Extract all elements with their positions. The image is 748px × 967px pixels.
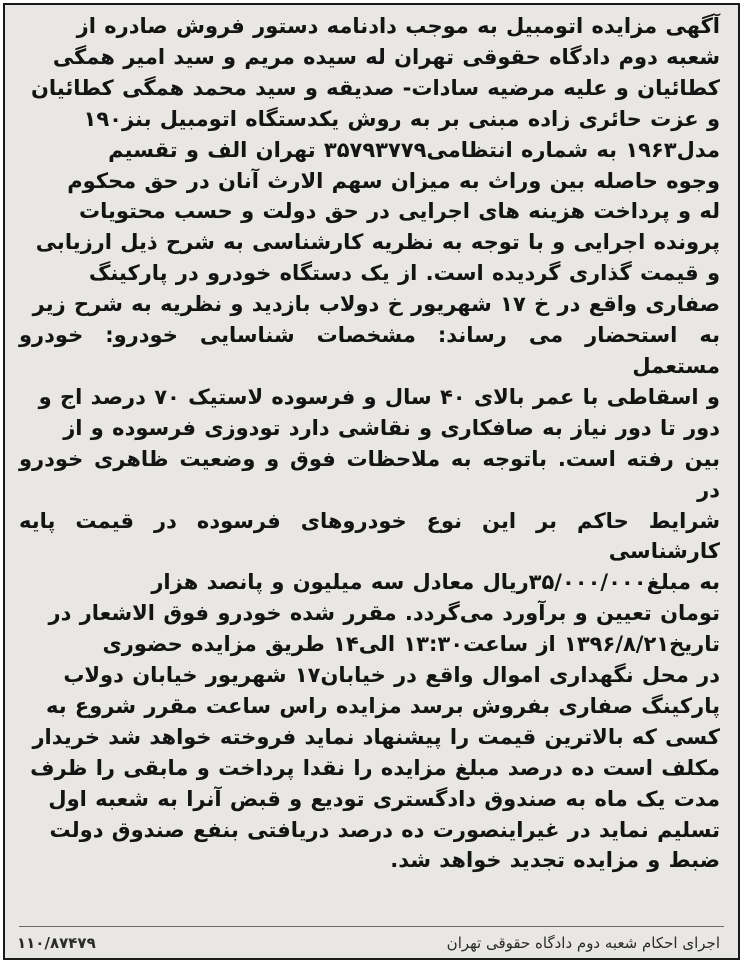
notice-line: تسلیم نماید در غیراینصورت ده درصد دریافتی بنفع صندوق دولت: [49, 817, 720, 842]
notice-line: پارکینگ صفاری بفروش برسد مزایده راس ساعت مقرر شروع به: [45, 693, 720, 718]
issuing-agency: اجرای احکام شعبه دوم دادگاه حقوقی تهران: [446, 934, 720, 952]
notice-line: مدل۱۹۶۳ به شماره انتظامی۳۵۷۹۳۷۷۹ تهران الف و تقسیم: [108, 137, 720, 162]
notice-line: دور تا دور نیاز به صافکاری و نقاشی دارد تودوزی فرسوده و از: [63, 415, 720, 440]
notice-line: تومان تعیین و برآورد می‌گردد. مقرر شده خودرو فوق الاشعار در: [48, 601, 720, 626]
notice-line: به مبلغ۳۵/۰۰۰/۰۰۰ریال معادل سه میلیون و پانصد هزار: [151, 570, 720, 595]
notice-line: کطائیان و علیه مرضیه سادات- صدیقه و سید محمد همگی کطائیان: [30, 75, 720, 100]
notice-line: تاریخ۱۳۹۶/۸/۲۱ از ساعت۱۳:۳۰ الی۱۴ طریق مزایده حضوری: [102, 632, 720, 657]
notice-line: مدت یک ماه به صندوق دادگستری تودیع و قبض آنرا به شعبه اول: [48, 786, 720, 811]
notice-frame: [3, 3, 740, 960]
notice-line: آگهی مزایده اتومبیل به موجب دادنامه دستور فروش صادره از: [76, 14, 720, 38]
notice-line: بین رفته است. باتوجه به ملاحظات فوق و وضعیت ظاهری خودرو در: [19, 446, 720, 502]
footer-divider: [19, 926, 724, 927]
notice-line: ضبط و مزایده تجدید خواهد شد.: [390, 848, 720, 873]
notice-line: و اسقاطی با عمر بالای ۴۰ سال و فرسوده لاستیک ۷۰ درصد اج و: [38, 384, 720, 409]
notice-line: به استحضار می رساند: مشخصات شناسایی خودرو: خودرو مستعمل: [19, 323, 720, 378]
reference-number: ۱۱۰/۸۷۴۷۹: [17, 934, 96, 952]
notice-line: در محل نگهداری اموال واقع در خیابان۱۷ شهریور خیابان دولاب: [63, 663, 720, 688]
notice-line: و عزت حائری زاده مبنی بر به روش یکدستگاه اتومبیل بنز۱۹۰: [83, 106, 720, 131]
notice-line: و قیمت گذاری گردیده است. از یک دستگاه خودرو در پارکینگ: [88, 261, 720, 286]
notice-body: [19, 11, 720, 876]
notice-line: شرایط حاکم بر این نوع خودروهای فرسوده در قیمت پایه کارشناسی: [19, 508, 720, 564]
notice-line: مکلف است ده درصد مبلغ مزایده را نقدا پرداخت و مابقی را ظرف: [30, 755, 720, 780]
notice-line: کسی که بالاترین قیمت را پیشنهاد نماید فروخته خواهد شد خریدار: [32, 724, 720, 749]
notice-line: له و پرداخت هزینه های اجرایی در حق دولت و حسب محتویات: [78, 199, 720, 224]
notice-line: شعبه دوم دادگاه حقوقی تهران له سیده مریم و سید امیر همگی: [52, 44, 720, 69]
notice-footer: [17, 930, 720, 956]
notice-line: صفاری واقع در خ ۱۷ شهریور خ دولاب بازدید و نظریه به شرح زیر: [32, 292, 720, 317]
notice-line: وجوه حاصله بین وراث به میزان سهم الارث آنان در حق محکوم: [67, 168, 720, 193]
notice-line: پرونده اجرایی و با توجه به نظریه کارشناسی به شرح ذیل ارزیابی: [35, 230, 720, 255]
